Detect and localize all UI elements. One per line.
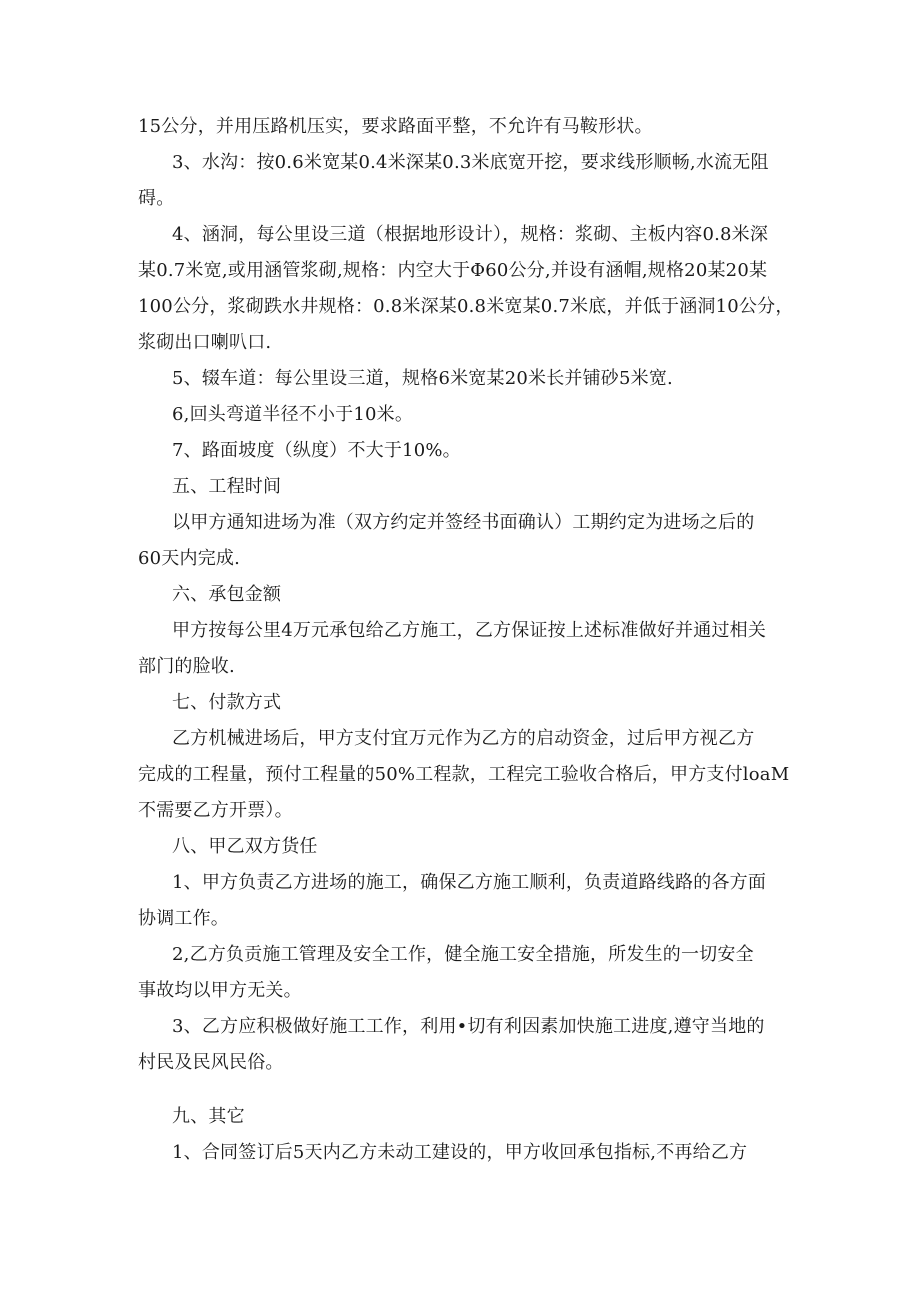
- text-line: 甲方按每公里4万元承包给乙方施工，乙方保证按上述标准做好并通过相关: [172, 620, 767, 641]
- text-line: 六、承包金额: [172, 584, 282, 605]
- paragraph-road-compaction: [0, 109, 920, 145]
- paragraph-passing-lane: [0, 361, 920, 397]
- section-heading-contract-amount: [0, 577, 920, 613]
- text-line: 60天内完成.: [138, 548, 241, 569]
- text-line: 1、甲方负责乙方进场的施工，确保乙方施工顺利，负责道路线路的各方面: [172, 872, 767, 893]
- text-line: 八、甲乙双方货任: [172, 836, 318, 857]
- text-line: 1、合同签订后5天内乙方未动工建设的，甲方收回承包指标,不再给乙方: [172, 1142, 748, 1163]
- text-line: 七、付款方式: [172, 692, 282, 713]
- text-line: 部门的脸收.: [138, 656, 235, 677]
- text-line: 完成的工程量，预付工程量的50%工程款，工程完工验收合格后，甲方支付loaM: [138, 764, 790, 785]
- text-line: 3、水沟：按0.6米宽某0.4米深某0.3米底宽开挖，要求线形顺畅,水流无阻: [172, 152, 769, 173]
- paragraph-ditch: [0, 145, 920, 217]
- text-line: 碍。: [138, 188, 175, 209]
- text-line: 五、工程时间: [172, 476, 282, 497]
- text-line: 6,回头弯道半径不小于10米。: [172, 404, 414, 425]
- paragraph-turn-radius: [0, 397, 920, 433]
- text-line: 九、其它: [172, 1106, 245, 1127]
- paragraph-other-1: [0, 1135, 920, 1171]
- section-heading-other: [0, 1099, 920, 1135]
- text-line: 2,乙方负贡施工管理及安全工作，健全施工安全措施，所发生的一切安全: [172, 944, 754, 965]
- paragraph-party-b-progress: [0, 1009, 920, 1081]
- paragraph-schedule: [0, 505, 920, 577]
- text-line: 3、乙方应积极做好施工工作，利用•切有利因素加快施工进度,遵守当地的: [172, 1016, 765, 1037]
- paragraph-party-a-duty: [0, 865, 920, 937]
- text-line: 15公分，并用压路机压实，要求路面平整，不允许有马鞍形状。: [138, 116, 653, 137]
- paragraph-slope: [0, 433, 920, 469]
- text-line: 事故均以甲方无关。: [138, 980, 302, 1001]
- text-line: 100公分，浆砌跌水井规格：0.8米深某0.8米宽某0.7米底，并低于涵洞10公分，: [138, 296, 794, 317]
- text-line: 以甲方通知进场为准（双方约定并签经书面确认）工期约定为进场之后的: [172, 512, 755, 533]
- text-line: 协调工作。: [138, 908, 229, 929]
- text-line: 乙方机械进场后，甲方支付宜万元作为乙方的启动资金，过后甲方视乙方: [172, 728, 755, 749]
- text-line: 浆砌出口喇叭口.: [138, 332, 272, 353]
- text-line: 5、辍车道：每公里设三道，规格6米宽某20米长并铺砂5米宽.: [172, 368, 673, 389]
- paragraph-contract-amount: [0, 613, 920, 685]
- section-heading-schedule: [0, 469, 920, 505]
- section-heading-payment: [0, 685, 920, 721]
- text-line: 7、路面坡度（纵度）不大于10%。: [172, 440, 461, 461]
- paragraph-payment: [0, 721, 920, 829]
- text-line: 村民及民风民俗。: [138, 1052, 284, 1073]
- section-heading-responsibilities: [0, 829, 920, 865]
- paragraph-culvert: [0, 217, 920, 361]
- paragraph-party-b-safety: [0, 937, 920, 1009]
- text-line: 不需要乙方开票）。: [138, 800, 293, 821]
- text-line: 4、涵洞，每公里设三道（根据地形设计），规格：浆砌、主板内容0.8米深: [172, 224, 769, 245]
- text-line: 某0.7米宽,或用涵管浆砌,规格：内空大于Φ60公分,并设有涵帽,规格20某20某: [138, 260, 768, 281]
